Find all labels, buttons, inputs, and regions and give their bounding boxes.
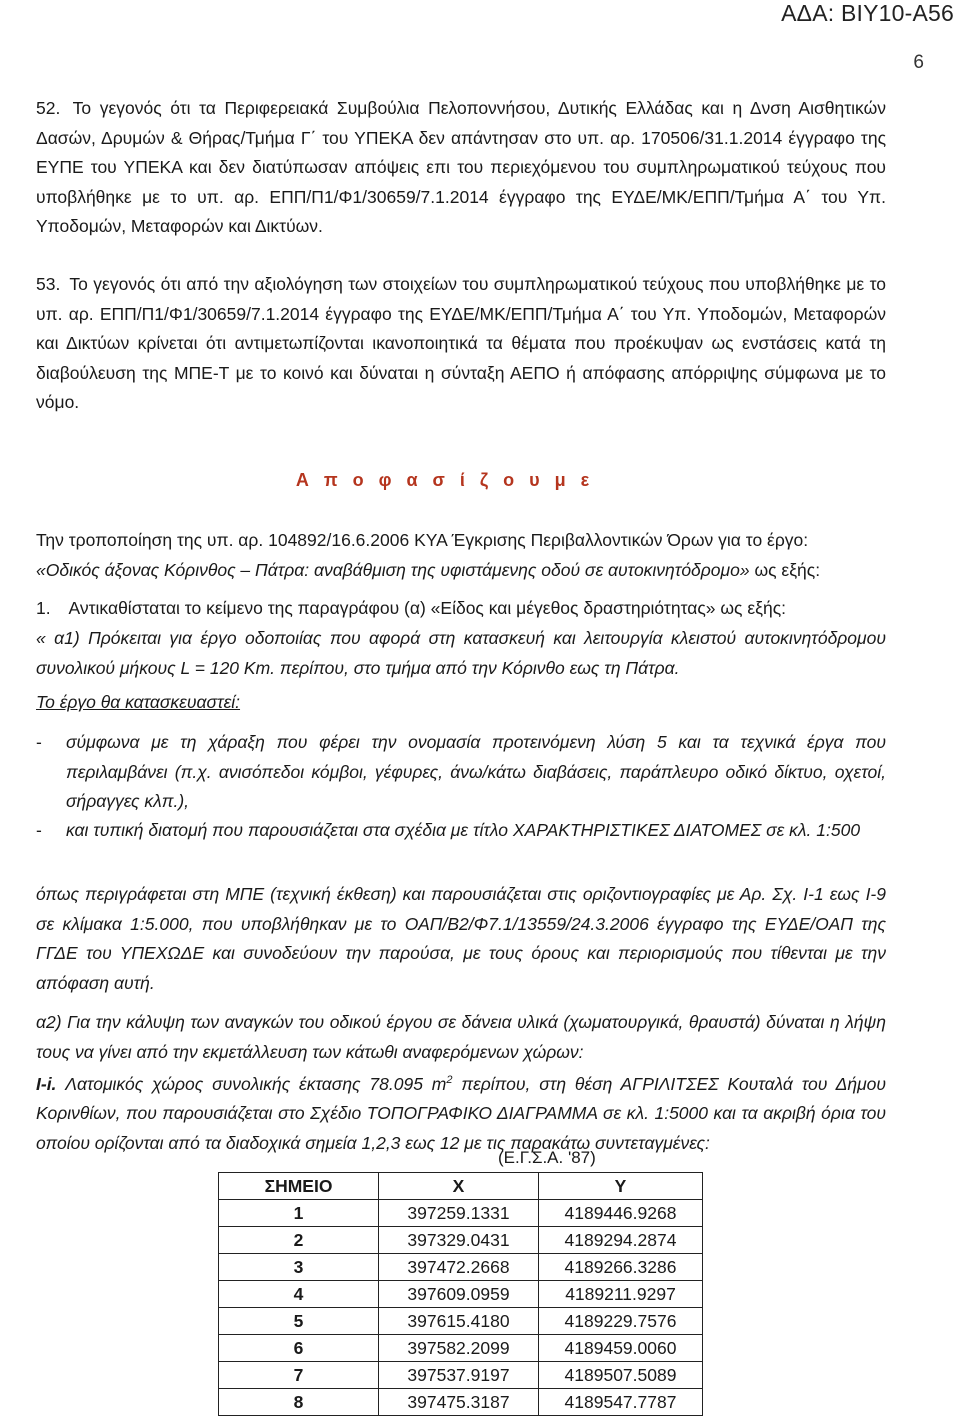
x-cell: 397259.1331 xyxy=(379,1200,539,1227)
x-cell: 397615.4180 xyxy=(379,1308,539,1335)
coordinates-table xyxy=(218,1172,703,1416)
point-cell: 2 xyxy=(219,1227,379,1254)
described-paragraph: όπως περιγράφεται στη ΜΠΕ (τεχνική έκθεση) και παρουσιάζεται στις οριζοντιογραφίες με Αρ. Σχ. Ι-1 εως Ι-9 σε κλίμακα 1:5.000, που υποβλήθηκαν με το ΟΑΠ/Β2/Φ7.1/13559/24.3.2006 έγγραφο της ΕΥΔΕ/ΟΑΠ της ΓΓΔΕ του ΥΠΕΧΩΔΕ και συνοδεύουν την παρούσα, με τους όρους και περιορισμούς που τίθενται με την απόφαση αυτή. xyxy=(36,884,886,993)
y-cell: 4189211.9297 xyxy=(539,1281,703,1308)
dash-bullet: - xyxy=(36,820,42,840)
y-cell: 4189229.7576 xyxy=(539,1308,703,1335)
y-cell: 4189507.5089 xyxy=(539,1362,703,1389)
a2-paragraph: α2) Για την κάλυψη των αναγκών του οδικού έργου σε δάνεια υλικά (χωματουργικά, θραυστά) δύναται η λήψη τους να γίνει από την εκμετάλλευση των κάτωθι αναφερόμενων χώρων: xyxy=(36,1012,886,1062)
point-cell: 6 xyxy=(219,1335,379,1362)
quarry-label: I-i. xyxy=(36,1073,57,1094)
x-cell: 397582.2099 xyxy=(379,1335,539,1362)
modification-paragraph xyxy=(36,526,886,585)
project-title-line xyxy=(36,556,886,586)
dash-item-text: σύμφωνα με τη χάραξη που φέρει την ονομασία προτεινόμενη λύση 5 και τα τεχνικά έργα που περιλαμβάνει (π.χ. ανισόπεδοι κόμβοι, γέφυρες, άνω/κάτω διαβάσεις, παράπλευρο οδικό δίκτυο, οχετοί, σήραγγες κλπ.), xyxy=(66,732,886,811)
modification-line: Την τροποποίηση της υπ. αρ. 104892/16.6.2006 ΚΥΑ Έγκρισης Περιβαλλοντικών Όρων για το έργο: xyxy=(36,530,809,550)
dash-bullet: - xyxy=(36,732,42,752)
table-row xyxy=(219,1362,703,1389)
dash-item-2 xyxy=(36,816,886,846)
quarry-paragraph xyxy=(36,1066,886,1158)
y-cell: 4189266.3286 xyxy=(539,1254,703,1281)
point-cell: 7 xyxy=(219,1362,379,1389)
paragraph-number: 52. xyxy=(36,98,61,118)
y-cell: 4189294.2874 xyxy=(539,1227,703,1254)
page-number: 6 xyxy=(913,52,924,73)
x-cell: 397475.3187 xyxy=(379,1389,539,1416)
ada-code: ΑΔΑ: ΒΙΥ10-Α56 xyxy=(781,0,954,26)
datum-label: (Ε.Γ.Σ.Α. '87) xyxy=(498,1148,596,1167)
column-header-y: Υ xyxy=(539,1173,703,1200)
x-cell: 397537.9197 xyxy=(379,1362,539,1389)
project-title: «Οδικός άξονας Κόρινθος – Πάτρα: αναβάθμιση της υφιστάμενης οδού σε αυτοκινητόδρομο» xyxy=(36,559,750,580)
construct-intro xyxy=(36,688,886,718)
quarry-text-after: περίπου, στη θέση ΑΓΡΙΛΙΤΣΕΣ Κουταλά του Δήμου Κορινθίων, που παρουσιάζεται στο Σχέδιο ΤΟΠΟΓΡΑΦΙΚΟ ΔΙΑΓΡΑΜΜΑ σε κλ. 1:5000 και τα ακριβή όρια του οποίου ορίζονται από τα διαδοχικά σημεία 1,2,3 εως 12 με τις παρακάτω συντεταγμένες: xyxy=(36,1073,887,1153)
paragraph-52 xyxy=(36,94,886,242)
x-cell: 397472.2668 xyxy=(379,1254,539,1281)
point-cell: 4 xyxy=(219,1281,379,1308)
dash-item-1 xyxy=(36,728,886,817)
point-cell: 1 xyxy=(219,1200,379,1227)
y-cell: 4189547.7787 xyxy=(539,1389,703,1416)
table-row xyxy=(219,1308,703,1335)
paragraph-text: Το γεγονός ότι τα Περιφερειακά Συμβούλια Πελοποννήσου, Δυτικής Ελλάδας και η Δνση Αισθητικών Δασών, Δρυμών & Θήρας/Τμήμα Γ΄ του ΥΠΕΚΑ δεν απάντησαν στο υπ. αρ. 170506/31.1.2014 έγγραφο της ΕΥΠΕ του ΥΠΕΚΑ και δεν διατύπωσαν απόψεις επι του περιεχόμενου του συμπληρωματικού τεύχους που υποβλήθηκε με το υπ. αρ. ΕΠΠ/Π1/Φ1/30659/7.1.2014 έγγραφο της ΕΥΔΕ/ΜΚ/ΕΠΠ/Τμήμα Α΄ του Υπ. Υποδομών, Μεταφορών και Δικτύων. xyxy=(36,98,886,236)
point-cell: 8 xyxy=(219,1389,379,1416)
column-header-point: ΣΗΜΕΙΟ xyxy=(219,1173,379,1200)
table-row xyxy=(219,1200,703,1227)
decision-heading: Α π ο φ α σ ί ζ ο υ μ ε xyxy=(295,470,595,490)
table-row xyxy=(219,1254,703,1281)
y-cell: 4189446.9268 xyxy=(539,1200,703,1227)
point-cell: 3 xyxy=(219,1254,379,1281)
table-row xyxy=(219,1227,703,1254)
a1-paragraph: « α1) Πρόκειται για έργο οδοποιίας που αφορά στη κατασκευή και λειτουργία κλειστού αυτοκινητόδρομου συνολικού μήκους L = 120 Km. περίπου, στο τμήμα από την Κόρινθο εως τη Πάτρα. xyxy=(36,628,886,678)
item-text: Αντικαθίσταται το κείμενο της παραγράφου (α) «Είδος και μέγεθος δραστηριότητας» ως εξής: xyxy=(68,598,786,618)
table-row xyxy=(219,1335,703,1362)
table-row xyxy=(219,1389,703,1416)
dash-item-text: και τυπική διατομή που παρουσιάζεται στα σχέδια με τίτλο ΧΑΡΑΚΤΗΡΙΣΤΙΚΕΣ ΔΙΑΤΟΜΕΣ σε κλ. 1:500 xyxy=(66,820,861,840)
project-title-suffix: ως εξής: xyxy=(749,559,821,580)
y-cell: 4189459.0060 xyxy=(539,1335,703,1362)
column-header-x: Χ xyxy=(379,1173,539,1200)
paragraph-number: 53. xyxy=(36,274,61,294)
point-cell: 5 xyxy=(219,1308,379,1335)
x-cell: 397329.0431 xyxy=(379,1227,539,1254)
quarry-sup: 2 xyxy=(446,1074,453,1086)
table-header-row xyxy=(219,1173,703,1200)
item-1 xyxy=(36,594,886,624)
x-cell: 397609.0959 xyxy=(379,1281,539,1308)
table-row xyxy=(219,1281,703,1308)
paragraph-53 xyxy=(36,270,886,418)
construct-intro-text: Το έργο θα κατασκευαστεί: xyxy=(36,692,241,712)
quarry-text-before: Λατομικός χώρος συνολικής έκτασης 78.095 m xyxy=(56,1073,447,1094)
paragraph-text: Το γεγονός ότι από την αξιολόγηση των στοιχείων του συμπληρωματικού τεύχους που υποβλήθηκε με το υπ. αρ. ΕΠΠ/Π1/Φ1/30659/7.1.2014 έγγραφο της ΕΥΔΕ/ΜΚ/ΕΠΠ/Τμήμα Α΄ του Υπ. Υποδομών, Μεταφορών και Δικτύων κρίνεται ότι αντιμετωπίζονται ικανοποιητικά τα θέματα που προέκυψαν ως ενστάσεις κατά τη διαβούλευση της ΜΠΕ-Τ με το κοινό και δύναται η σύνταξη ΑΕΠΟ ή απόφασης απόρριψης σύμφωνα με το νόμο. xyxy=(36,274,887,412)
item-number: 1. xyxy=(36,598,51,618)
